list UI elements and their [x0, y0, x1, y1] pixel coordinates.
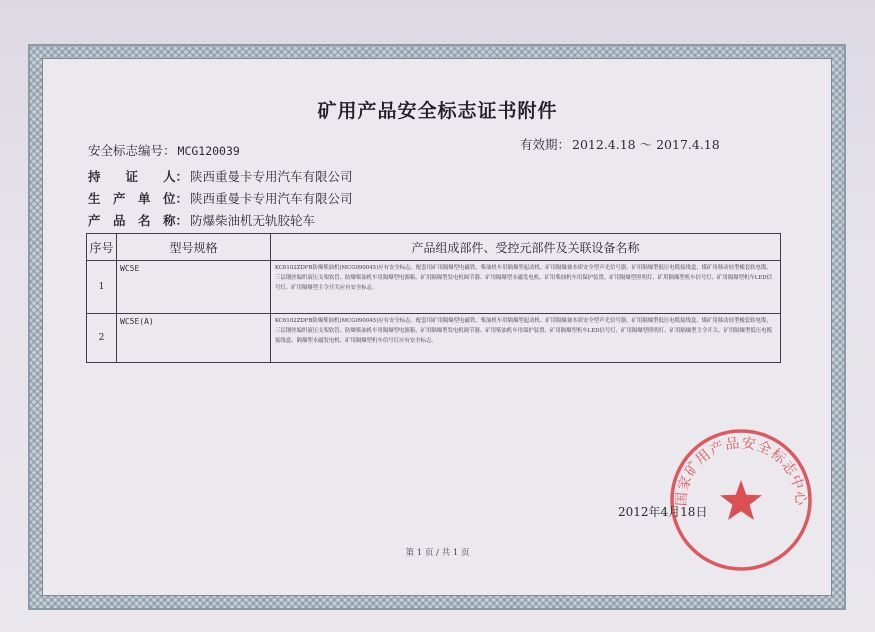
product-value: 防爆柴油机无轨胶轮车	[190, 213, 316, 228]
validity-field	[520, 135, 720, 153]
cert-number-label: 安全标志编号：	[88, 143, 176, 158]
header-no: 序号	[87, 234, 117, 261]
header-model: 型号规格	[117, 234, 271, 261]
validity-label: 有效期：	[520, 137, 571, 152]
table-row	[87, 261, 781, 314]
manufacturer-label: 生 产 单 位：	[88, 191, 189, 206]
row-components: KC6102ZDFB防爆柴油机(MCG090045)应有安全标志。配套用矿用隔爆型电磁铁、柴油机车用隔爆型起动机、矿用隔爆兼本质安全型声光信号器、矿用隔爆型低压电缆接线盒、煤矿用移动轻型橡套软电缆、三层钢丝编织液压支架软管、防爆柴油机车用隔爆型电源箱、矿用隔爆型发电机调节器、矿用柴油机车用保护装置、矿用隔爆型机车LED信号灯、矿用隔爆型照明灯、矿用隔爆型主令开关、矿用隔爆型低压电缆接线盒、隔爆型永磁发电机、矿用隔爆型机车信号灯应有安全标志。	[271, 314, 781, 363]
issue-date: 2012年4月18日	[618, 505, 708, 519]
row-components: KC6102ZDFB防爆柴油机(MCG090045)应有安全标志。配套用矿用隔爆型电磁铁、柴油机车用隔爆型起动机、矿用隔爆兼本质安全型声光信号器、矿用隔爆型低压电缆接线盒、煤矿用移动轻型橡套软电缆、三层钢丝编织液压支架软管、防爆柴油机车用隔爆型电源箱、矿用隔爆型发电机调节器、矿用隔爆型永磁发电机、矿用柴油机车用保护装置、矿用隔爆型照明灯、矿用隔爆型机车信号灯、矿用隔爆型机车LED信号灯、矿用隔爆型主令开关应有安全标志。	[271, 261, 781, 314]
cert-number-field	[88, 141, 240, 159]
holder-label: 持 证 人：	[88, 169, 189, 184]
validity-value: 2012.4.18 ～ 2017.4.18	[572, 137, 720, 152]
holder-value: 陕西重曼卡专用汽车有限公司	[190, 169, 353, 184]
row-model: WC5E	[117, 261, 271, 314]
product-field	[88, 211, 315, 229]
components-table	[86, 233, 781, 363]
row-no: 2	[87, 314, 117, 363]
manufacturer-value: 陕西重曼卡专用汽车有限公司	[190, 191, 353, 206]
seal-ring-text: 国家矿用产品安全标志中心	[673, 435, 809, 507]
cert-number-value: MCG120039	[177, 144, 240, 158]
header-components: 产品组成部件、受控元部件及关联设备名称	[271, 234, 781, 261]
holder-field	[88, 167, 353, 185]
page-footer: 第 1 页 / 共 1 页	[405, 548, 470, 558]
manufacturer-field	[88, 189, 353, 207]
row-no: 1	[87, 261, 117, 314]
star-icon	[720, 480, 762, 520]
table-row	[87, 314, 781, 363]
product-label: 产 品 名 称：	[88, 213, 189, 228]
table-header-row	[87, 234, 781, 261]
row-model: WC5E(A)	[117, 314, 271, 363]
document-title: 矿用产品安全标志证书附件	[317, 100, 558, 122]
